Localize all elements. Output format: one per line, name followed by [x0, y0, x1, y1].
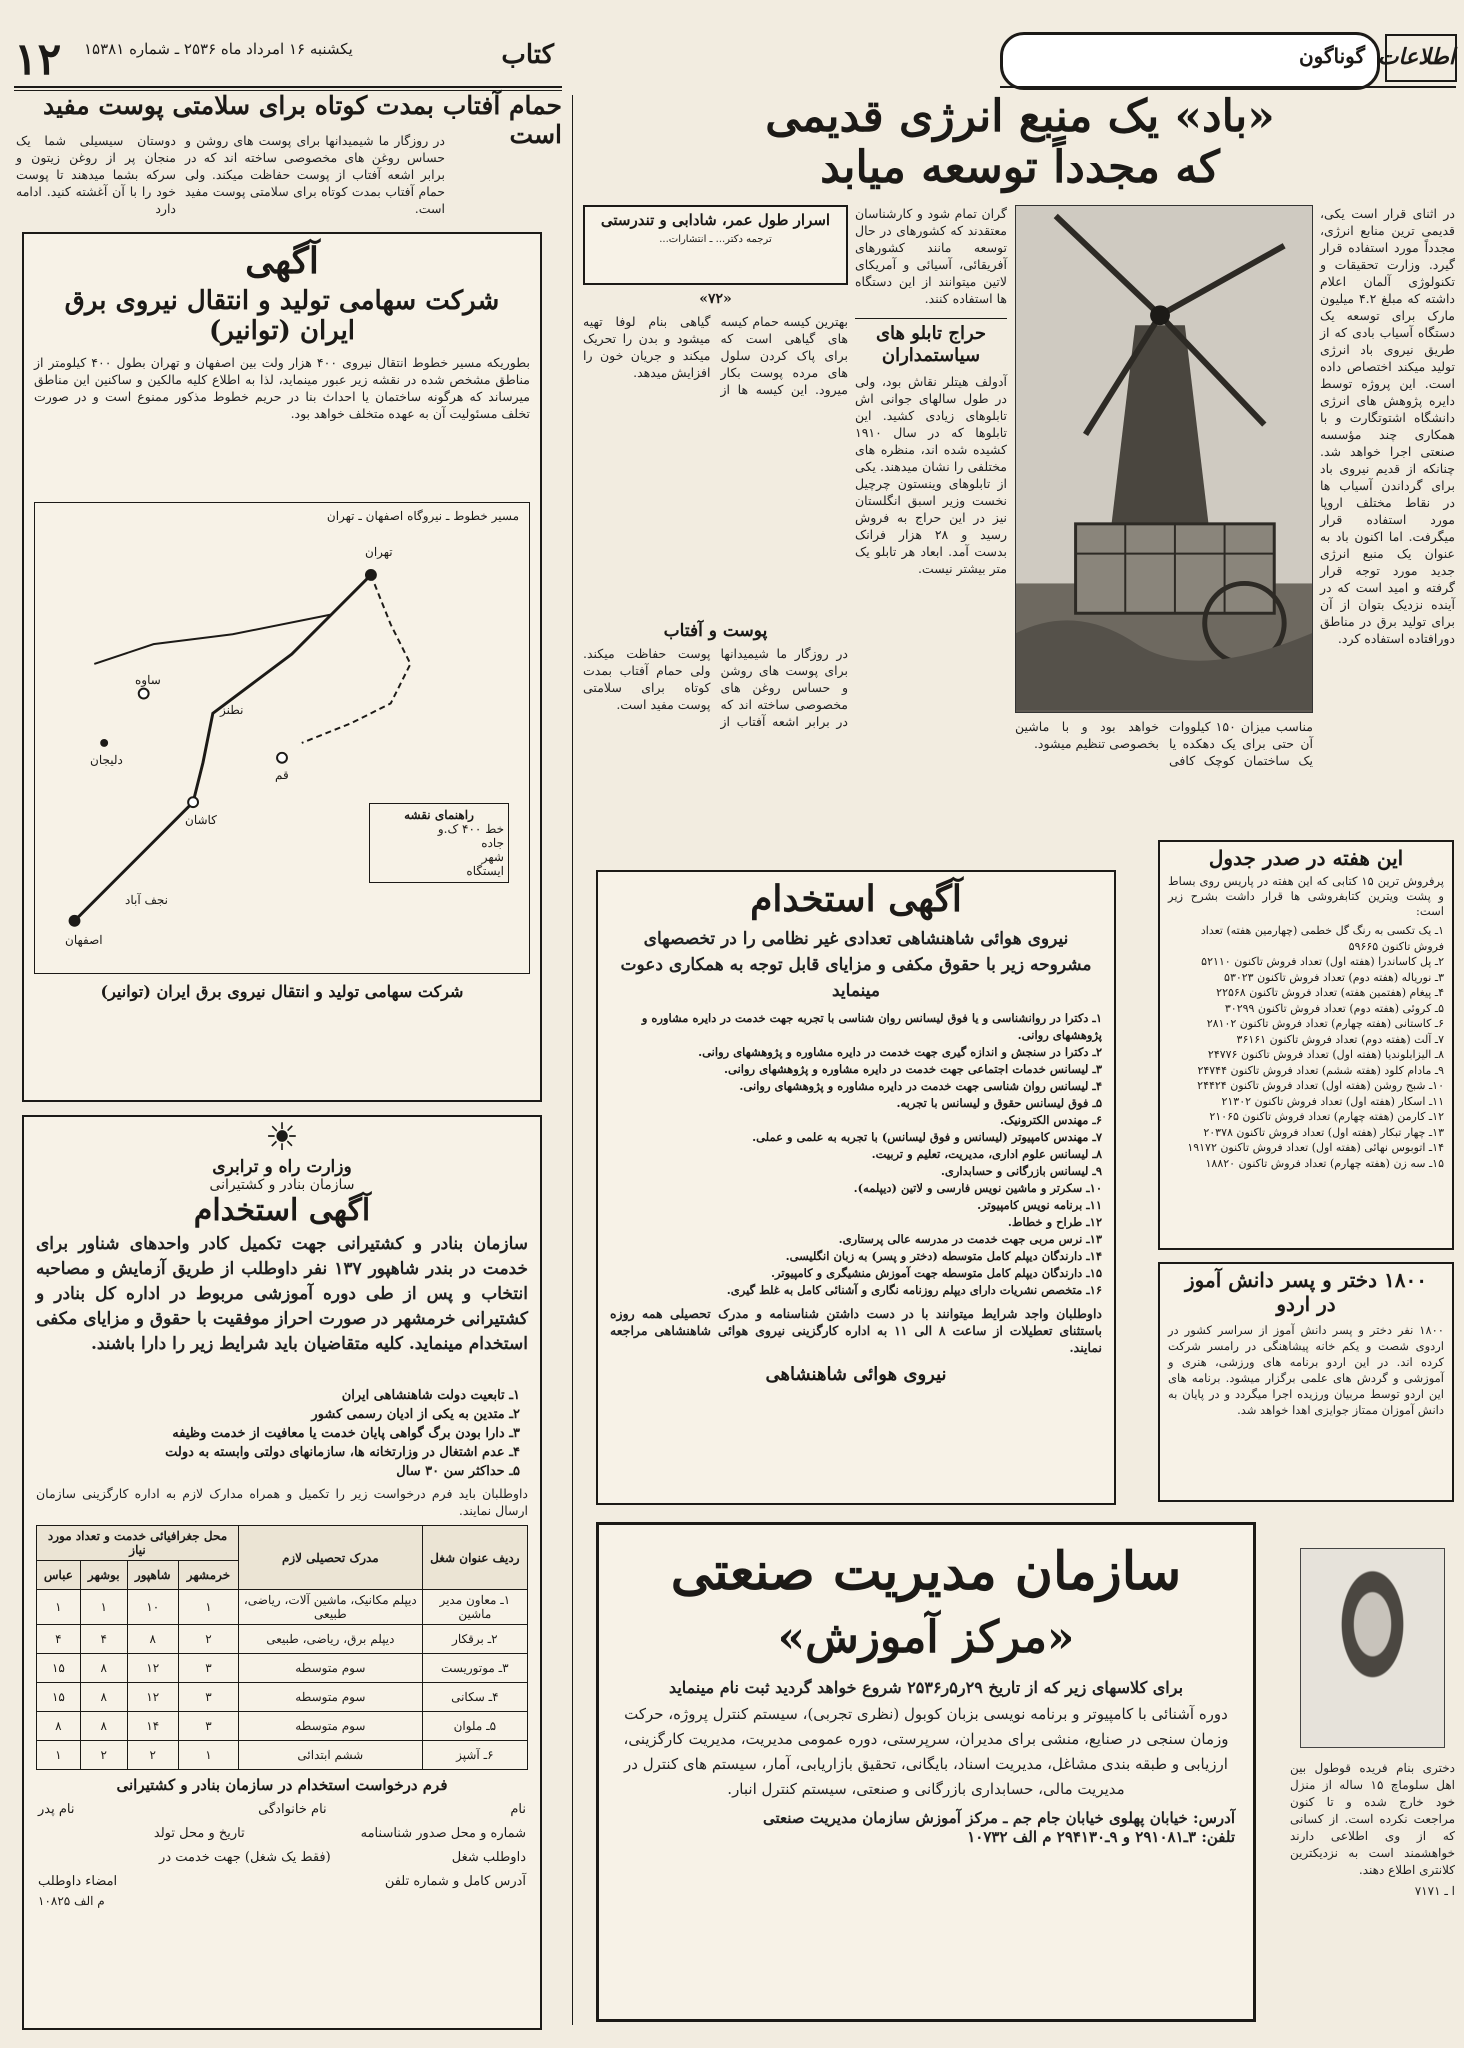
table-cell: ۲	[80, 1741, 127, 1770]
position-item: ۴ـ لیسانس روان شناسی جهت خدمت در دایره مشاوره و پژوهشهای روانی.	[739, 1079, 1102, 1093]
table-cell: ۱	[37, 1590, 81, 1625]
table-cell: ۱	[178, 1590, 238, 1625]
list-item: ۱۰ـ شبح روشن (هفته اول) تعداد فروش تاکنون ۲۴۴۲۴	[1197, 1079, 1444, 1092]
table-cell: دیپلم مکانیک، ماشین آلات، ریاضی، طبیعی	[239, 1590, 423, 1625]
section-title-book: کتاب	[501, 40, 554, 70]
map-city-8: نجف آباد	[125, 893, 168, 907]
missing-person-photo	[1300, 1548, 1445, 1748]
form-field-label: آدرس کامل و شماره تلفن	[384, 1874, 526, 1889]
page-number: ۱۲	[14, 34, 62, 85]
table-cell: ۴ـ سکانی	[422, 1683, 527, 1712]
newspaper-logo: اطلاعات	[1385, 34, 1457, 82]
map-city-6: ساوه	[135, 673, 161, 687]
table-cell: ۱	[178, 1741, 238, 1770]
positions-table	[36, 1525, 528, 1770]
col-header-bushehr: بوشهر	[80, 1561, 127, 1590]
industrial-title: سازمان مدیریت صنعتی	[670, 1541, 1182, 1602]
map-legend-item: جاده	[481, 836, 504, 850]
col-header-location-group: محل جغرافیائی خدمت و تعداد مورد نیاز	[37, 1526, 239, 1561]
map-city-3: کاشان	[185, 813, 217, 827]
route-map	[35, 503, 529, 973]
form-row	[38, 1822, 526, 1846]
position-item: ۷ـ مهندس کامپیوتر (لیسانس و فوق لیسانس) با تجربه به علمی و عملی.	[752, 1130, 1102, 1144]
ports-ad-title: آگهی استخدام	[193, 1193, 371, 1228]
ports-ad	[22, 1115, 542, 2030]
map-city-7: دلیجان	[90, 753, 123, 767]
list-item: ۶ـ کاستانی (هفته چهارم) تعداد فروش تاکنون ۲۸۱۰۲	[1206, 1017, 1444, 1030]
wind-article-col2: گران تمام شود و کارشناسان معتقدند که کشورهای در حال توسعه مانند کشورهای آفریقائی، آسیائی و آمریکای لاتین میتوانند از این دستگاه ها استفاده کنند.	[855, 206, 1007, 306]
table-cell: ۳ـ موتوریست	[422, 1654, 527, 1683]
list-item: ۱۴ـ اتوبوس نهائی (هفته اول) تعداد فروش تاکنون ۱۹۱۷۲	[1187, 1141, 1444, 1154]
book-title-box	[583, 205, 848, 285]
bestsellers-title: این هفته در صدر جدول	[1208, 846, 1404, 870]
ports-table-wrap	[36, 1525, 528, 1770]
map-legend-title: راهنمای نقشه	[404, 808, 474, 822]
position-item: ۱۰ـ سکرتر و ماشین نویس فارسی و لاتین (دیپلمه).	[853, 1181, 1102, 1195]
position-item: ۱۵ـ دارندگان دیپلم کامل متوسطه جهت آموزش منشیگری و کامپیوتر.	[771, 1266, 1102, 1280]
wind-article-col3: مناسب میزان ۱۵۰ کیلووات آن حتی برای یک دهکده یا یک ساختمان کوچک کافی خواهد بود و با ماشین بخصوصی تنظیم میشود.	[1015, 719, 1313, 768]
table-cell: ۸	[127, 1625, 178, 1654]
map-legend	[369, 803, 509, 883]
military-signature: نیروی هوائی شاهنشاهی	[765, 1364, 947, 1385]
form-row	[38, 1798, 526, 1822]
form-row	[38, 1870, 526, 1894]
table-cell: ۱ـ معاون مدیر ماشین	[422, 1590, 527, 1625]
table-row	[37, 1683, 528, 1712]
missing-person-notice	[1290, 1760, 1455, 2025]
wind-article-col1: در اثنای قرار است یکی، قدیمی ترین منابع انرژی، مجدداً مورد استفاده قرار گیرد. وزارت تحقیقات و تکنولوژی آلمان اعلام داشته که مبلغ ۴.۲ میلیون مارک برای توسعه یک دستگاه آسیاب بادی که از طریق نیروی باد انرژی تولید میکند اختصاص داده است. این پروژه توسط دایره پژوهش های انرژی دانشگاه اشتوتگارت و با همکاری چند مؤسسه صنعتی اجرا خواهد شد. چنانکه از قدیم نیروی باد برای گرداندن آسیاب ها در نقاط مختلف اروپا مورد استفاده قرار میگرفت. اما اکنون باد به عنوان یک منبع انرژی جدید مورد توجه قرار گرفته و امید است که در آینده نزدیک بتوان از آن برای تولید برق در مناطق دورافتاده استفاده کرد.	[1320, 206, 1455, 646]
tavanir-company-line1: شرکت سهامی تولید و انتقال نیروی برق	[64, 286, 500, 316]
tavanir-company-line2: ایران (توانیر)	[208, 316, 356, 346]
header-rule-left	[14, 86, 562, 88]
tavanir-map	[34, 502, 530, 974]
col-header-khorramshahr: خرمشهر	[178, 1561, 238, 1590]
health-text-1: بهترین کیسه حمام کیسه های گیاهی است که برای پاک کردن سلول های مرده پوست بکار میرود. این کیسه ها از گیاهی بنام لوفا تهیه میشود و بدن را تحریک میکند و جریان خون را افزایش میدهد.	[583, 314, 848, 397]
industrial-phone: تلفن: ۳ـ۲۹۱۰۸۱ و ۹ـ۲۹۴۱۳۰ م الف ۱۰۷۳۲	[967, 1828, 1235, 1846]
list-item: ۳ـ نوریاله (هفته دوم) تعداد فروش تاکنون ۵۳۰۲۳	[1224, 970, 1444, 984]
map-city-2: قم	[275, 768, 289, 782]
table-cell: ۱۵	[37, 1683, 81, 1712]
auction-title: حراج تابلو های سیاستمداران	[855, 318, 1007, 367]
table-cell: ۴	[80, 1625, 127, 1654]
table-cell: ۳	[178, 1683, 238, 1712]
table-cell: دیپلم برق، ریاضی، طبیعی	[239, 1625, 423, 1654]
tavanir-ad	[22, 232, 542, 1102]
position-item: ۱۴ـ دارندگان دیپلم کامل متوسطه (دختر و پسر) به زبان انگلیسی.	[785, 1249, 1102, 1263]
list-item: ۲ـ پل کاساندرا (هفته اول) تعداد فروش تاکنون ۵۲۱۱۰	[1201, 955, 1444, 968]
condition-item: ۳ـ دارا بودن برگ گواهی پایان خدمت یا معافیت از خدمت وظیفه	[172, 1426, 520, 1441]
windmill-illustration	[1016, 206, 1312, 711]
bestsellers-intro: پرفروش ترین ۱۵ کتابی که این هفته در پاریس روی بساط و پشت ویترین کتابفروشی ها قرار داشت بشرح زیر است:	[1168, 874, 1444, 918]
map-city-1: تهران	[365, 545, 393, 559]
table-cell: سوم متوسطه	[239, 1683, 423, 1712]
form-field-label: امضاء داوطلب	[38, 1874, 118, 1889]
page-header-left	[14, 34, 554, 86]
wind-headline	[585, 92, 1455, 202]
table-cell: ۱۵	[37, 1654, 81, 1683]
ports-code: م الف ۱۰۸۲۵	[38, 1894, 105, 1908]
map-legend-item: خط ۴۰۰ ک.و	[437, 822, 504, 836]
col-header-job: ردیف عنوان شغل	[422, 1526, 527, 1590]
table-cell: ۸	[37, 1712, 81, 1741]
auction-text: آدولف هیتلر نقاش بود، ولی در طول سالهای جوانی اش تابلوهای زیادی کشید. این تابلوها که در سال ۱۹۱۰ کشیده شده اند، منظره های مختلفی را نشان میدهند. یکی از تابلوهای وینستون چرچیل نخست وزیر اسبق انگلستان نیز در این حراج به فروش رسید و ۲۸ هزار فرانک بدست آمد. ابعاد هر تابلو یک متر بیشتر نیست.	[855, 374, 1007, 576]
list-item: ۴ـ پیغام (هفتمین هفته) تعداد فروش تاکنون ۲۲۵۶۸	[1216, 986, 1444, 999]
table-cell: ۳	[178, 1654, 238, 1683]
chapter-number: «۷۲»	[699, 291, 732, 307]
position-item: ۱۲ـ طراح و خطاط.	[1007, 1215, 1102, 1229]
ports-org: سازمان بنادر و کشتیرانی	[209, 1177, 355, 1193]
students-title-line2: در اردو	[1276, 1292, 1336, 1316]
position-item: ۹ـ لیسانس بازرگانی و حسابداری.	[940, 1164, 1102, 1178]
tavanir-footer: شرکت سهامی تولید و انتقال نیروی برق ایران (توانیر)	[100, 982, 464, 1001]
list-item: ۷ـ آلت (هفته دوم) تعداد فروش تاکنون ۳۶۱۶۱	[1236, 1032, 1444, 1046]
ports-form	[38, 1798, 526, 1908]
table-cell: ۵ـ ملوان	[422, 1712, 527, 1741]
table-cell: ششم ابتدائی	[239, 1741, 423, 1770]
table-cell: ۸	[80, 1654, 127, 1683]
table-cell: ۳	[178, 1712, 238, 1741]
military-intro: نیروی هوائی شاهنشاهی تعدادی غیر نظامی را در تخصصهای مشروحه زیر با حقوق مکفی و مزایای قابل توجه به همکاری دعوت مینماید	[620, 929, 1092, 1001]
position-item: ۶ـ مهندس الکترونیک.	[1000, 1113, 1102, 1127]
list-item: ۱۱ـ اسکار (هفته اول) تعداد فروش تاکنون ۲۱۳۰۲	[1221, 1094, 1444, 1108]
list-item: ۸ـ الیزابلوندیا (هفته اول) تعداد فروش تاکنون ۲۴۷۷۶	[1207, 1048, 1444, 1061]
table-cell: ۲ـ برقکار	[422, 1625, 527, 1654]
table-row	[37, 1590, 528, 1625]
book-text-2: در روزگار ما شیمیدانها برای پوست های روشن و حساس روغن های مخصوصی ساخته اند که در برابر اشعه آفتاب از پوست حفاظت میکند. ولی حمام آفتاب بمدت کوتاه برای سلامتی پوست مفید است.	[185, 133, 445, 216]
health-article	[583, 205, 848, 845]
table-cell: ۲	[127, 1741, 178, 1770]
table-cell: ۸	[80, 1712, 127, 1741]
missing-person-code: ا ـ ۷۱۷۱	[1414, 1884, 1455, 1898]
industrial-address: آدرس: خیابان پهلوی خیابان جام جم ـ مرکز آموزش سازمان مدیریت صنعتی	[763, 1809, 1235, 1827]
table-cell: ۱	[80, 1590, 127, 1625]
map-legend-item: ایستگاه	[466, 864, 504, 878]
position-item: ۵ـ فوق لیسانس حقوق و لیسانس با تجربه.	[896, 1096, 1102, 1110]
list-item: ۱۲ـ کارمن (هفته چهارم) تعداد فروش تاکنون ۲۱۰۶۵	[1209, 1110, 1444, 1123]
industrial-courses: دوره آشنائی با کامپیوتر و برنامه نویسی بزبان کوبول (نظری تجربی)، سیستم کنترل پروژه، حرکت وزمان سنجی در صنایع، منشی برای مدیران، سرپرستی، دوره عمومی مدیریت، مدیریت کارگزینی، ارزیابی و طبقه بندی مشاغل، مدیریت اسناد، بایگانی، تحقیق بازاریابی، آمار، سیستم های کنترل در مدیریت مالی، حسابداری بازرگانی و صنعتی، سیستم کنترل انبار.	[623, 1705, 1229, 1798]
form-row	[38, 1846, 526, 1870]
ports-note: داوطلبان باید فرم درخواست زیر را تکمیل و همراه مدارک لازم به اداره کارگزینی سازمان ارسال نمایند.	[36, 1486, 528, 1518]
condition-item: ۲ـ متدین به یکی از ادیان رسمی کشور	[311, 1407, 520, 1422]
table-cell: ۱۲	[127, 1654, 178, 1683]
ports-form-title: فرم درخواست استخدام در سازمان بنادر و کشتیرانی	[116, 1776, 448, 1794]
table-cell: سوم متوسطه	[239, 1712, 423, 1741]
table-row	[37, 1741, 528, 1770]
list-item: ۱۵ـ سه زن (هفته چهارم) تعداد فروش تاکنون ۱۸۸۲۰	[1205, 1156, 1444, 1170]
table-cell: ۲	[178, 1625, 238, 1654]
date-line: یکشنبه ۱۶ امرداد ماه ۲۵۳۶ ـ شماره ۱۵۳۸۱	[84, 40, 353, 58]
position-item: ۱ـ دکترا در روانشناسی و یا فوق لیسانس روان شناسی با تجربه جهت خدمت در دایره مشاوره و پژوهشهای روانی.	[641, 1011, 1102, 1042]
form-field-label: تاریخ و محل تولد	[153, 1826, 245, 1841]
auction-article	[855, 318, 1007, 843]
position-item: ۱۱ـ برنامه نویس کامپیوتر.	[977, 1198, 1102, 1212]
industrial-subtitle: «مرکز آموزش»	[777, 1612, 1075, 1663]
book-series-title: اسرار طول عمر، شادابی و تندرستی	[600, 211, 831, 229]
header-rule-right	[1000, 86, 1456, 88]
lion-and-sun-emblem: ☀	[264, 1115, 300, 1159]
table-cell: ۱۰	[127, 1590, 178, 1625]
col-header-abbas: عباس	[37, 1561, 81, 1590]
students-title-line1: ۱۸۰۰ دختر و پسر دانش آموز	[1184, 1268, 1427, 1292]
table-cell: سوم متوسطه	[239, 1654, 423, 1683]
table-cell: ۸	[80, 1683, 127, 1712]
tavanir-body: بطوریکه مسیر خطوط انتقال نیروی ۴۰۰ هزار ولت بین اصفهان و تهران بطول ۴۰۰ کیلومتر از مناطق مشخص شده در نقشه زیر عبور مینماید، لذا به اطلاع کلیه مالکین و ساکنین این مناطق میرساند که هرگونه ساختمان یا احداث بنا در حریم خطوط مذکور ممنوع است و در صورت تخلف مسئولیت آن به عهده متخلف خواهد بود.	[34, 355, 530, 421]
book-meta: ترجمه دکتر... ـ انتشارات...	[659, 234, 772, 245]
students-text: ۱۸۰۰ نفر دختر و پسر دانش آموز از سراسر کشور در اردوی شصت و یکم خانه پیشاهنگی در رامسر شرکت کرده اند. در این اردو برنامه های ورزشی، هنری و آموزشی و گردش های علمی برگزار میشود. برنامه های این اردو توسط مربیان ورزیده اجرا میگردد و در پایان به دانش آموزان ممتاز جوایزی اهدا خواهد شد.	[1168, 1323, 1444, 1417]
wind-headline-line1: «باد» یک منبع انرژی قدیمی	[765, 91, 1275, 142]
table-row	[37, 1654, 528, 1683]
condition-item: ۵ـ حداکثر سن ۳۰ سال	[396, 1464, 520, 1479]
students-box	[1158, 1262, 1454, 1502]
form-field-label: (فقط یک شغل) جهت خدمت در	[159, 1850, 331, 1865]
position-item: ۲ـ دکترا در سنجش و اندازه گیری جهت خدمت در دایره مشاوره و پژوهشهای روانی.	[698, 1045, 1102, 1059]
ports-conditions	[44, 1386, 520, 1481]
form-field-label: شماره و محل صدور شناسنامه	[360, 1826, 526, 1841]
industrial-ad	[596, 1522, 1256, 2022]
book-headline-row	[16, 91, 562, 149]
ports-intro: سازمان بنادر و کشتیرانی جهت تکمیل کادر واحدهای شناور برای خدمت در بندر شاهپور ۱۳۷ نفر داوطلب از طریق آزمایش و مصاحبه انتخاب و پس از طی دوره آموزشی مربوط در اداره کل بنادر و کشتیرانی خرمشهر در صورت احراز موفقیت با حقوق و مزایای مکفی استخدام مینماید. کلیه متقاضیان باید شرایط زیر را دارا باشند.	[36, 1234, 528, 1354]
form-field-label: نام خانوادگی	[258, 1802, 327, 1817]
bestsellers-box	[1158, 840, 1454, 1250]
position-item: ۱۳ـ نرس مربی جهت خدمت در مدرسه عالی پرستاری.	[838, 1232, 1102, 1246]
health-text-2: در روزگار ما شیمیدانها برای پوست های روشن و حساس روغن های مخصوصی ساخته اند که در برابر اشعه آفتاب از پوست حفاظت میکند. ولی حمام آفتاب بمدت کوتاه برای سلامتی پوست مفید است.	[583, 646, 848, 729]
table-cell: ۶ـ آشپز	[422, 1741, 527, 1770]
tavanir-ad-title: آگهی	[245, 240, 319, 282]
form-field-label: نام	[510, 1802, 526, 1817]
military-ad-title: آگهی استخدام	[750, 878, 962, 920]
table-row	[37, 1712, 528, 1741]
col-header-shahpur: شاهپور	[127, 1561, 178, 1590]
list-item: ۱۳ـ چهار تبکار (هفته اول) تعداد فروش تاکنون ۲۰۳۷۸	[1203, 1125, 1444, 1139]
table-cell: ۴	[37, 1625, 81, 1654]
book-headline: حمام آفتاب بمدت کوتاه برای سلامتی پوست مفید است	[42, 91, 562, 149]
list-item: ۱ـ یک تکسی به رنگ گل خطمی (چهارمین هفته) تعداد فروش تاکنون ۵۹۶۶۵	[1200, 924, 1444, 953]
missing-person-text: دختری بنام فریده قوطول بین اهل سلوماچ ۱۵ ساله از منزل خود خارج شده و تا کنون مراجعت نکرده است. از کسانی که از وی اطلاعی دارند خواهشمند است به نزدیکترین کلانتری اطلاع دهند.	[1290, 1761, 1456, 1877]
map-city-4: نطنز	[220, 703, 244, 717]
condition-item: ۱ـ تابعیت دولت شاهنشاهی ایران	[341, 1388, 520, 1403]
book-intro: دوستان سیسیلی شما یک منجان پر از روغن زیتون و سرکه بشما میدهند تا پوست خود را با آن آغشته کنید. ادامه دارد	[16, 133, 176, 216]
industrial-intro: برای کلاسهای زیر که از تاریخ ۲۹ر۵ر۲۵۳۶ شروع خواهد گردید ثبت نام مینماید	[668, 1678, 1184, 1697]
windmill-photo	[1015, 205, 1313, 713]
position-item: ۱۶ـ متخصص نشریات دارای دیپلم روزنامه نگاری و آشنائی کامل به غلط گیری.	[726, 1283, 1102, 1297]
table-cell: ۱	[37, 1741, 81, 1770]
military-positions	[610, 1010, 1102, 1299]
table-row	[37, 1625, 528, 1654]
bestsellers-list	[1168, 923, 1444, 1171]
table-cell: ۱۲	[127, 1683, 178, 1712]
section-title-misc: گوناگون	[1298, 44, 1365, 68]
condition-item: ۴ـ عدم اشتغال در وزارتخانه ها، سازمانهای دولتی وابسته به دولت	[165, 1445, 520, 1460]
form-field-label: داوطلب شغل	[451, 1850, 526, 1865]
military-ad	[596, 870, 1116, 1505]
ports-ministry: وزارت راه و ترابری	[212, 1157, 352, 1177]
map-legend-item: شهر	[481, 850, 504, 864]
table-cell: ۱۴	[127, 1712, 178, 1741]
position-item: ۸ـ لیسانس علوم اداری، مدیریت، تعلیم و تربیت.	[871, 1147, 1102, 1161]
position-item: ۳ـ لیسانس خدمات اجتماعی جهت خدمت در دایره مشاوره و پژوهشهای روانی.	[724, 1062, 1102, 1076]
map-title: مسیر خطوط ـ نیروگاه اصفهان ـ تهران	[326, 509, 519, 523]
column-separator	[572, 95, 573, 2025]
military-notice: داوطلبان واجد شرایط میتوانند با در دست داشتن شناسنامه و مدرک تحصیلی همه روزه باستثنای تعطیلات از ساعت ۸ الی ۱۱ به اداره کارگزینی نیروی هوائی شاهنشاهی مراجعه نمایند.	[610, 1306, 1102, 1355]
form-field-label: نام پدر	[38, 1802, 75, 1817]
health-subhead: پوست و آفتاب	[663, 621, 768, 641]
section-logo-box	[1000, 32, 1380, 80]
wind-headline-line2: که مجدداً توسعه میابد	[820, 141, 1220, 193]
map-city-5: اصفهان	[65, 933, 103, 947]
list-item: ۵ـ کروئی (هفته دوم) تعداد فروش تاکنون ۳۰۲۹۹	[1224, 1001, 1444, 1015]
col-header-degree: مدرک تحصیلی لازم	[239, 1526, 423, 1590]
list-item: ۹ـ مادام کلود (هفته ششم) تعداد فروش تاکنون ۲۴۷۴۴	[1197, 1063, 1444, 1077]
